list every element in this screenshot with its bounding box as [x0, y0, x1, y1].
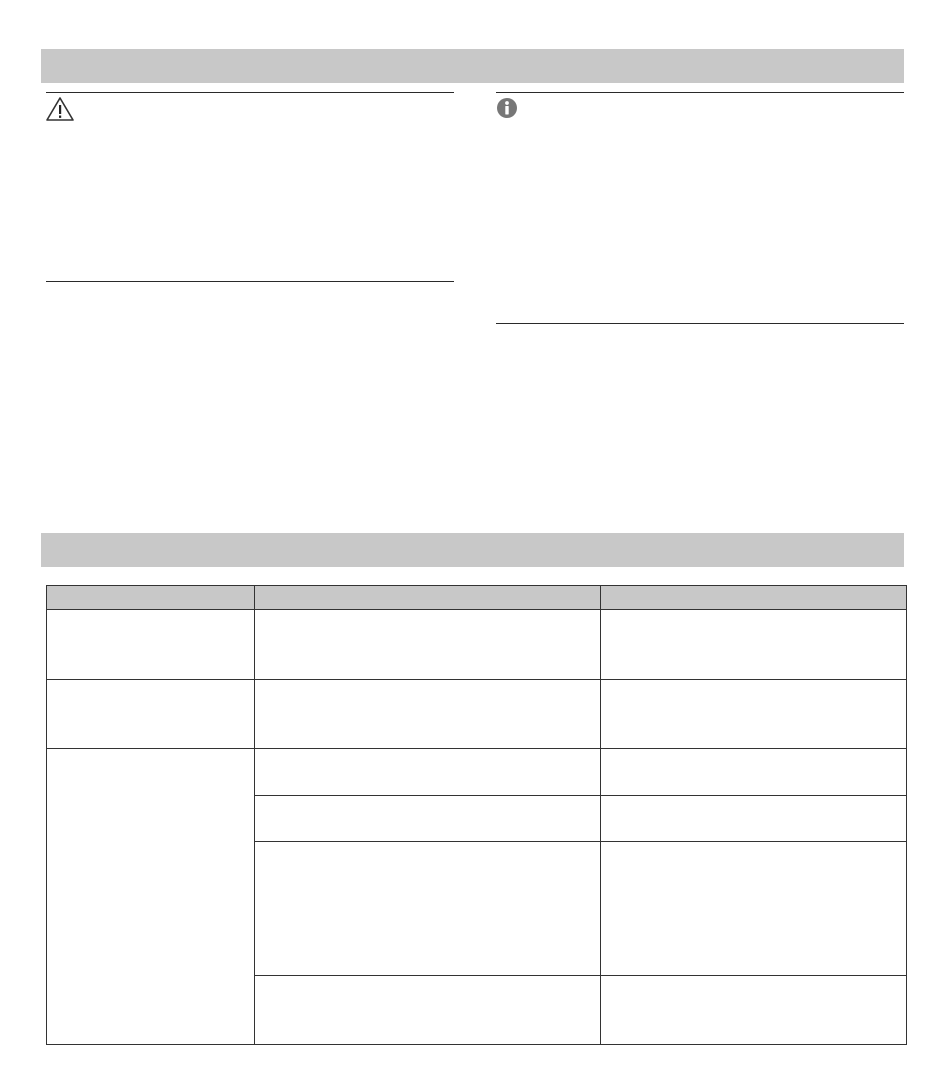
info-icon	[496, 97, 518, 119]
table-cell	[601, 749, 907, 796]
table-cell	[601, 842, 907, 976]
warning-bottom-rule	[46, 281, 454, 282]
table-row	[47, 610, 907, 680]
table-cell	[255, 842, 601, 976]
warning-top-rule	[46, 92, 454, 93]
table-cell	[255, 796, 601, 842]
table-header-row	[47, 586, 907, 610]
troubleshooting-table	[46, 585, 907, 1045]
table-cell	[601, 976, 907, 1045]
table-header-cell	[601, 586, 907, 610]
table-header-cell	[47, 586, 255, 610]
table-header-cell	[255, 586, 601, 610]
table-cell	[255, 610, 601, 680]
section-header-1	[41, 49, 904, 83]
info-bottom-rule	[496, 323, 904, 324]
table-cell	[601, 796, 907, 842]
table-cell	[255, 749, 601, 796]
table-cell	[601, 610, 907, 680]
table-cell	[47, 680, 255, 749]
info-top-rule	[496, 92, 904, 93]
table-row	[47, 680, 907, 749]
table-cell	[47, 610, 255, 680]
table-cell	[47, 749, 255, 1045]
section-header-2	[41, 533, 904, 567]
table-cell	[255, 976, 601, 1045]
table-row	[47, 749, 907, 796]
table-cell	[255, 680, 601, 749]
warning-triangle-icon	[45, 96, 75, 122]
table-cell	[601, 680, 907, 749]
